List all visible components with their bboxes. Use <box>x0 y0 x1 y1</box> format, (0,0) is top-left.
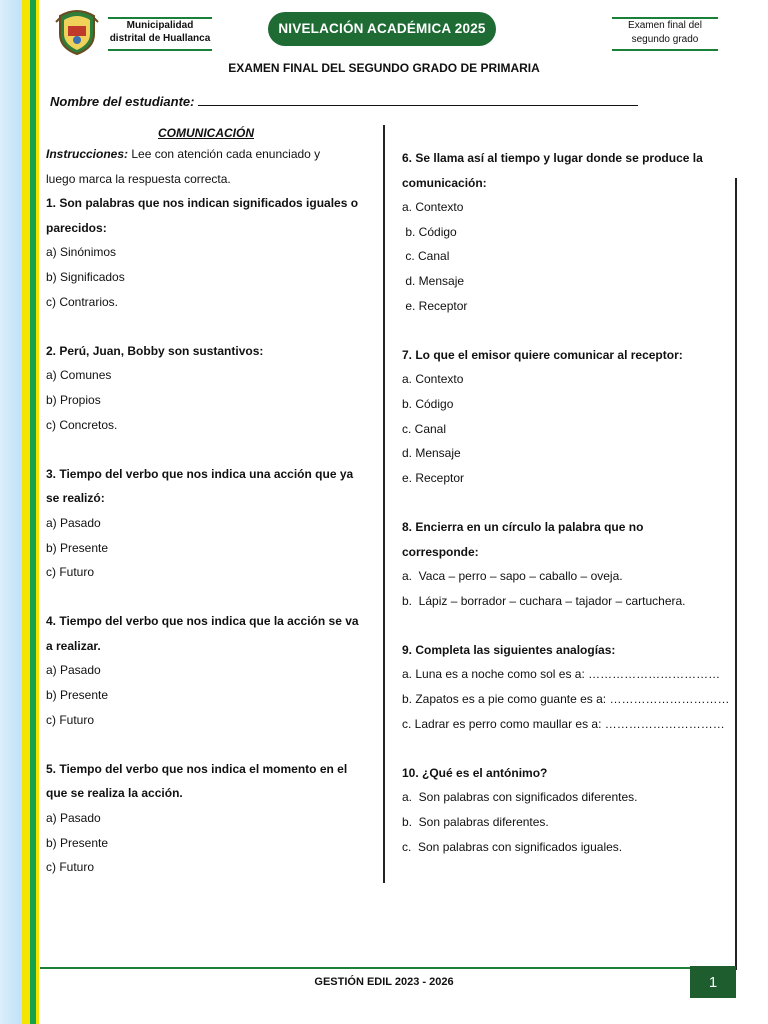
answer-option[interactable]: b) Presente <box>46 835 109 850</box>
question-text: comunicación: <box>402 175 487 190</box>
answer-option[interactable]: a. Contexto <box>402 372 464 387</box>
question-text: 5. Tiempo del verbo que nos indica el momento en el <box>46 761 348 776</box>
answer-option[interactable]: b. Código <box>402 396 454 411</box>
section-title: COMUNICACIÓN <box>158 126 254 140</box>
exam-label-line-1: Examen final del <box>628 20 702 31</box>
answer-option[interactable]: a. Contexto <box>402 200 464 215</box>
left-border-yellow-stripe <box>22 0 30 1024</box>
left-column <box>46 124 366 880</box>
instructions-line-1 <box>46 142 366 167</box>
answer-option[interactable]: e. Receptor <box>402 470 465 485</box>
question-text: 2. Perú, Juan, Bobby son sustantivos: <box>46 343 264 358</box>
answer-option[interactable]: a. Vaca – perro – sapo – caballo – oveja. <box>402 569 623 584</box>
question-text: 6. Se llama así al tiempo y lugar donde se produce la <box>402 151 703 165</box>
municipality-crest-logo <box>52 6 102 56</box>
student-name-label: Nombre del estudiante: <box>50 94 195 109</box>
answer-option[interactable]: c) Futuro <box>46 565 95 580</box>
question-text: 3. Tiempo del verbo que nos indica una acción que ya <box>46 466 354 481</box>
question-spacer <box>402 613 732 638</box>
answer-option[interactable]: b) Presente <box>46 688 109 703</box>
question-spacer <box>46 585 366 610</box>
answer-option[interactable]: d. Mensaje <box>402 273 465 288</box>
exam-label-box <box>612 17 718 51</box>
footer-text: GESTIÓN EDIL 2023 - 2026 <box>314 976 454 988</box>
question-text: se realizó: <box>46 491 105 506</box>
column-divider <box>383 125 385 883</box>
question-text: 8. Encierra en un círculo la palabra que no <box>402 519 644 534</box>
question-text: 4. Tiempo del verbo que nos indica que la acción se va <box>46 614 359 629</box>
answer-option[interactable]: a) Pasado <box>46 663 101 678</box>
answer-option[interactable]: c. Canal <box>402 421 447 436</box>
answer-option[interactable]: b) Presente <box>46 540 109 555</box>
municipality-name-box <box>108 17 212 51</box>
question-spacer <box>402 490 732 515</box>
answer-option[interactable]: b) Propios <box>46 392 101 407</box>
question-spacer <box>46 437 366 462</box>
answer-option[interactable]: e. Receptor <box>402 298 468 313</box>
exam-main-title: EXAMEN FINAL DEL SEGUNDO GRADO DE PRIMARIA <box>228 61 540 75</box>
answer-option[interactable]: b. Son palabras diferentes. <box>402 815 549 830</box>
page-number: 1 <box>690 966 736 998</box>
question-text: corresponde: <box>402 544 479 559</box>
answer-option[interactable]: b) Significados <box>46 269 125 284</box>
answer-option[interactable]: c. Canal <box>402 249 450 264</box>
footer-line <box>40 967 690 969</box>
answer-option[interactable]: c. Son palabras con significados iguales. <box>402 839 623 854</box>
answer-option[interactable]: b. Zapatos es a pie como guante es a: ………………………… <box>402 692 730 707</box>
answer-option[interactable]: d. Mensaje <box>402 446 461 461</box>
question-spacer <box>46 732 366 757</box>
question-spacer <box>402 318 732 343</box>
question-text: 10. ¿Qué es el antónimo? <box>402 765 548 780</box>
student-name-field[interactable] <box>50 93 638 109</box>
answer-option[interactable]: a) Sinónimos <box>46 245 117 260</box>
instructions-text-1: Lee con atención cada enunciado y <box>128 147 321 161</box>
answer-option[interactable]: c) Contrarios. <box>46 294 119 309</box>
answer-option[interactable]: c) Futuro <box>46 860 95 875</box>
answer-option[interactable]: a) Comunes <box>46 368 112 383</box>
question-text: a realizar. <box>46 638 101 653</box>
answer-option[interactable]: a) Pasado <box>46 515 101 530</box>
header-title-banner: NIVELACIÓN ACADÉMICA 2025 <box>268 12 496 46</box>
question-text: 7. Lo que el emisor quiere comunicar al receptor: <box>402 347 683 362</box>
answer-option[interactable]: a. Son palabras con significados diferentes. <box>402 790 638 805</box>
question-text: parecidos: <box>46 220 107 235</box>
municipality-line-2: distrital de Huallanca <box>109 33 211 44</box>
answer-option[interactable]: b. Lápiz – borrador – cuchara – tajador – cartuchera. <box>402 593 686 608</box>
right-question-list <box>402 146 732 859</box>
question-text: que se realiza la acción. <box>46 786 183 801</box>
question-text: 1. Son palabras que nos indican significados iguales o <box>46 196 359 211</box>
question-spacer <box>402 736 732 761</box>
answer-option[interactable]: a) Pasado <box>46 811 101 826</box>
student-name-underline[interactable] <box>198 93 638 106</box>
answer-option[interactable]: c) Concretos. <box>46 417 118 432</box>
left-question-list <box>46 191 366 880</box>
instructions-line-2: luego marca la respuesta correcta. <box>46 171 231 186</box>
answer-option[interactable]: c. Ladrar es perro como maullar es a: ………………………… <box>402 716 725 731</box>
question-spacer <box>46 314 366 339</box>
instructions-label: Instrucciones: <box>46 147 129 161</box>
municipality-line-1: Municipalidad <box>126 20 194 31</box>
right-border-line <box>735 178 737 970</box>
answer-option[interactable]: b. Código <box>402 224 457 239</box>
exam-label-line-2: segundo grado <box>631 34 699 45</box>
left-border-blue-stripe <box>0 0 22 1024</box>
answer-option[interactable]: a. Luna es a noche como sol es a: …………………………… <box>402 667 721 682</box>
right-column <box>402 146 732 859</box>
left-border-thin-stripe <box>36 0 39 1024</box>
question-text: 9. Completa las siguientes analogías: <box>402 642 616 657</box>
answer-option[interactable]: c) Futuro <box>46 712 95 727</box>
